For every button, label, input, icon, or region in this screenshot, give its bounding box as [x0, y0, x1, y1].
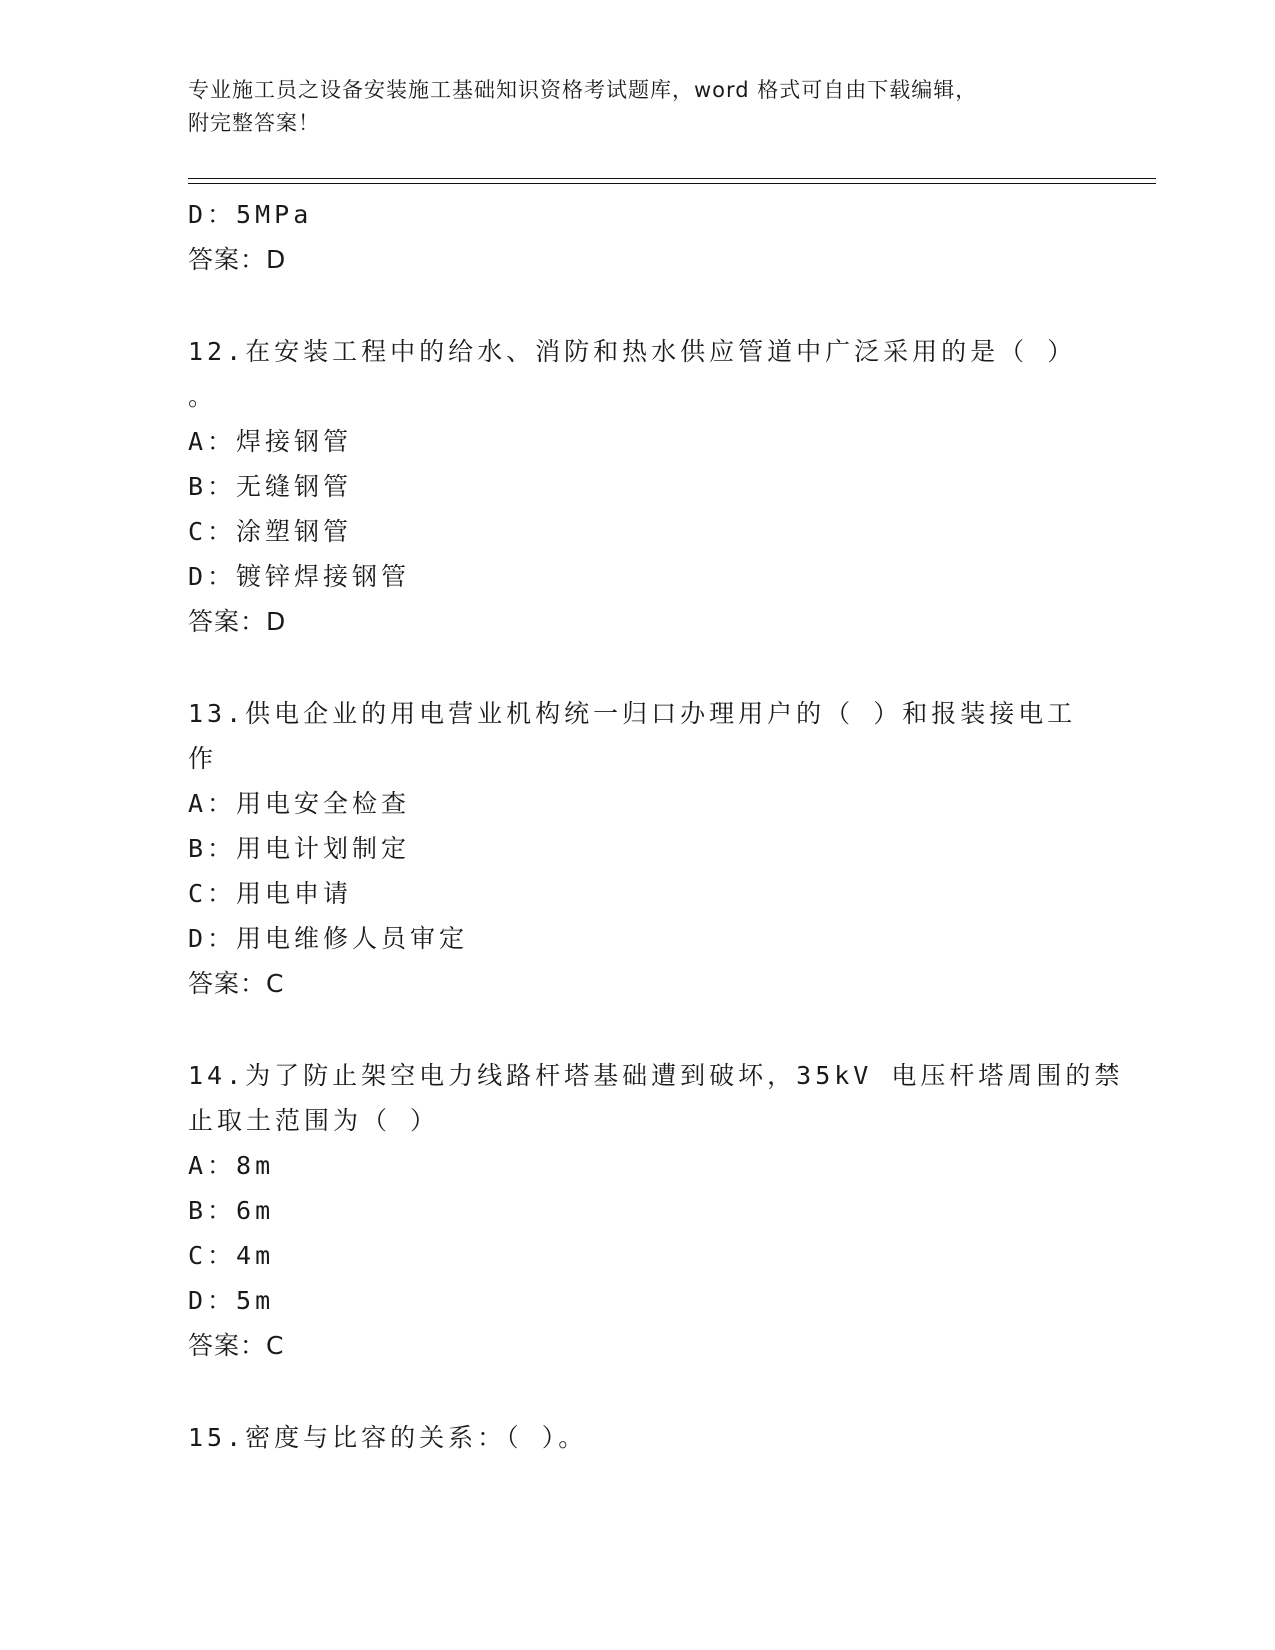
answer-line: 答案：D [188, 607, 287, 636]
previous-question-tail [188, 192, 1088, 282]
question-13 [188, 691, 1088, 1006]
answer-line: 答案：C [188, 969, 285, 998]
answer-line: 答案：D [188, 245, 287, 274]
question-stem-cont: 作 [188, 744, 218, 773]
header-line-1: 专业施工员之设备安装施工基础知识资格考试题库，word 格式可自由下载编辑， [188, 78, 978, 102]
option-d: D：镀锌焊接钢管 [188, 562, 411, 591]
question-stem: 15.密度与比容的关系：（ ）。 [188, 1423, 588, 1452]
header-line-2: 附完整答案！ [188, 111, 320, 135]
document-header [188, 74, 1088, 140]
answer-line: 答案：C [188, 1331, 285, 1360]
option-d: D：用电维修人员审定 [188, 924, 469, 953]
option-b: B：无缝钢管 [188, 472, 353, 501]
header-divider-bottom [188, 183, 1156, 184]
question-12 [188, 329, 1088, 644]
option-a: A：焊接钢管 [188, 427, 353, 456]
question-stem: 12.在安装工程中的给水、消防和热水供应管道中广泛采用的是（ ） [188, 337, 1077, 366]
question-stem: 13.供电企业的用电营业机构统一归口办理用户的（ ）和报装接电工 [188, 699, 1077, 728]
question-stem-cont: 止取土范围为（ ） [188, 1106, 440, 1135]
option-c: C：涂塑钢管 [188, 517, 353, 546]
option-a: A：用电安全检查 [188, 789, 411, 818]
document-body [188, 192, 1124, 1460]
option-c: C：用电申请 [188, 879, 353, 908]
question-15 [188, 1415, 1088, 1460]
option-a: A：8m [188, 1151, 275, 1180]
option-b: B：用电计划制定 [188, 834, 411, 863]
question-stem: 14.为了防止架空电力线路杆塔基础遭到破坏，35kV 电压杆塔周围的禁 [188, 1061, 1124, 1090]
option-d: D：5m [188, 1286, 275, 1315]
question-stem-cont: 。 [188, 382, 218, 411]
option-d: D：5MPa [188, 200, 313, 229]
question-14 [188, 1053, 1124, 1368]
option-b: B：6m [188, 1196, 275, 1225]
option-c: C：4m [188, 1241, 275, 1270]
header-divider-top [188, 178, 1156, 179]
